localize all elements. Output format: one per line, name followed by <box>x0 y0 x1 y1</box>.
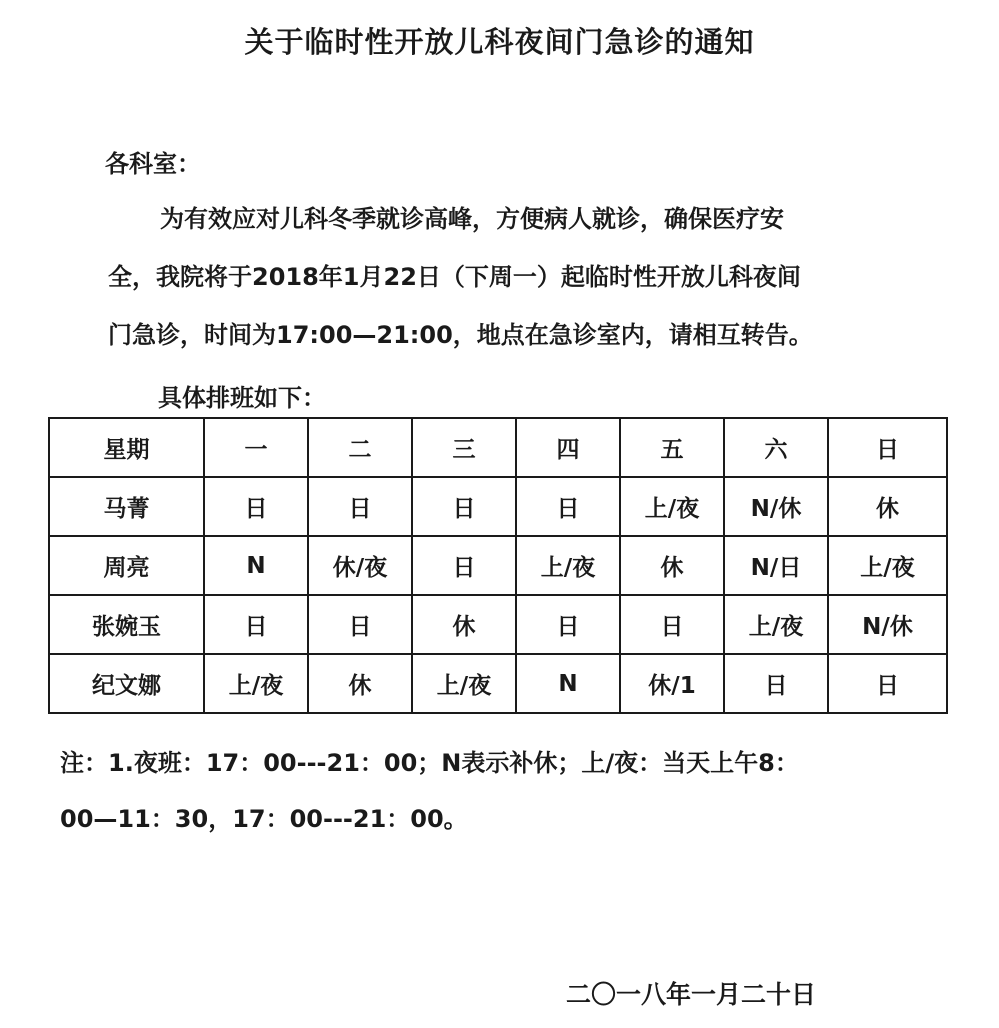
shift-cell: 休 <box>620 536 724 595</box>
header-cell-sun: 日 <box>828 418 947 477</box>
shift-cell: 休 <box>412 595 516 654</box>
schedule-intro: 具体排班如下： <box>158 384 326 412</box>
schedule-note <box>60 735 940 847</box>
staff-name: 马菁 <box>49 477 204 536</box>
shift-cell: 休/1 <box>620 654 724 713</box>
notice-body <box>108 190 928 364</box>
schedule-header-row <box>49 418 947 477</box>
header-cell-thu: 四 <box>516 418 620 477</box>
body-line: 门急诊，时间为17:00—21:00，地点在急诊室内，请相互转告。 <box>108 321 813 349</box>
header-cell-sat: 六 <box>724 418 828 477</box>
shift-cell: 休 <box>828 477 947 536</box>
shift-cell: 日 <box>204 477 308 536</box>
staff-name: 纪文娜 <box>49 654 204 713</box>
shift-cell: 日 <box>620 595 724 654</box>
shift-cell: 日 <box>204 595 308 654</box>
shift-cell: 日 <box>308 595 412 654</box>
shift-cell: 上/夜 <box>412 654 516 713</box>
notice-title: 关于临时性开放儿科夜间门急诊的通知 <box>244 25 755 59</box>
shift-cell: 日 <box>724 654 828 713</box>
table-row <box>49 536 947 595</box>
note-line: 00—11：30，17：00---21：00。 <box>60 805 468 833</box>
shift-cell: 上/夜 <box>620 477 724 536</box>
header-cell-wed: 三 <box>412 418 516 477</box>
shift-cell: 休/夜 <box>308 536 412 595</box>
header-cell-mon: 一 <box>204 418 308 477</box>
body-line: 全，我院将于2018年1月22日（下周一）起临时性开放儿科夜间 <box>108 263 801 291</box>
header-cell-weekday: 星期 <box>49 418 204 477</box>
shift-cell: N/休 <box>724 477 828 536</box>
shift-cell: N/休 <box>828 595 947 654</box>
shift-cell: 日 <box>828 654 947 713</box>
staff-name: 张婉玉 <box>49 595 204 654</box>
table-row <box>49 654 947 713</box>
shift-cell: 日 <box>516 477 620 536</box>
shift-cell: 日 <box>516 595 620 654</box>
body-line: 为有效应对儿科冬季就诊高峰，方便病人就诊，确保医疗安 <box>160 205 784 233</box>
shift-cell: N <box>204 536 308 595</box>
shift-cell: 休 <box>308 654 412 713</box>
salutation: 各科室： <box>105 150 201 178</box>
shift-cell: N/日 <box>724 536 828 595</box>
table-row <box>49 477 947 536</box>
shift-cell: 日 <box>412 536 516 595</box>
shift-cell: 日 <box>412 477 516 536</box>
note-line: 注：1.夜班：17：00---21：00；N表示补休；上/夜：当天上午8： <box>60 749 799 777</box>
header-cell-fri: 五 <box>620 418 724 477</box>
header-cell-tue: 二 <box>308 418 412 477</box>
staff-name: 周亮 <box>49 536 204 595</box>
shift-cell: N <box>516 654 620 713</box>
table-row <box>49 595 947 654</box>
shift-cell: 上/夜 <box>724 595 828 654</box>
schedule-table <box>48 417 948 714</box>
shift-cell: 上/夜 <box>516 536 620 595</box>
shift-cell: 日 <box>308 477 412 536</box>
shift-cell: 上/夜 <box>204 654 308 713</box>
shift-cell: 上/夜 <box>828 536 947 595</box>
issue-date: 二〇一八年一月二十日 <box>566 980 817 1009</box>
